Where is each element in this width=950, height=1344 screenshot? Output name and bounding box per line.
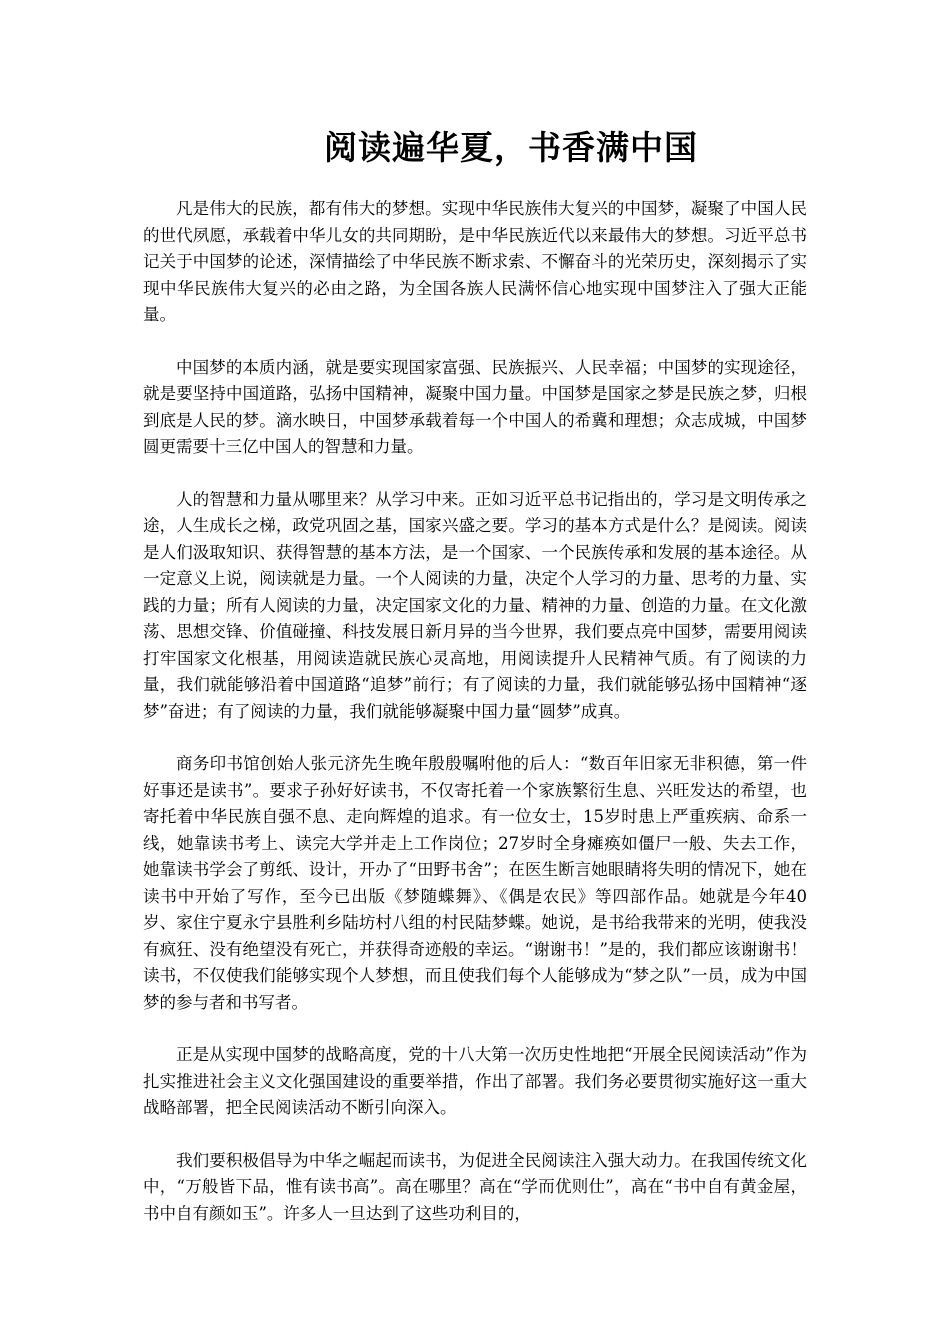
paragraph-1: 凡是伟大的民族，都有伟大的梦想。实现中华民族伟大复兴的中国梦，凝聚了中国人民的世代夙愿，承载着中华儿女的共同期盼，是中华民族近代以来最伟大的梦想。习近平总书记关于中国梦的论述，深情描绘了中华民族不断求索、不懈奋斗的光荣历史，深刻揭示了实现中华民族伟大复兴的必由之路，为全国各族人民满怀信心地实现中国梦注入了强大正能量。 — [143, 199, 807, 324]
document-body — [143, 196, 807, 1227]
paragraph-4: 商务印书馆创始人张元济先生晚年殷殷嘱咐他的后人：“数百年旧家无非积德，第一件好事还是读书”。要求子孙好好读书，不仅寄托着一个家族繁衍生息、兴旺发达的希望，也寄托着中华民族自强不息、走向辉煌的追求。有一位女士，15岁时患上严重疾病、命系一线，她靠读书考上、读完大学并走上工作岗位；27岁时全身瘫痪如僵尸一般、失去工作，她靠读书学会了剪纸、设计，开办了“田野书舍”；在医生断言她眼睛将失明的情况下，她在读书中开始了写作，至今已出版《梦随蝶舞》、《偶是农民》等四部作品。她就是今年40岁、家住宁夏永宁县胜利乡陆坊村八组的村民陆梦蝶。她说，是书给我带来的光明，使我没有疯狂、没有绝望没有死亡，并获得奇迹般的幸运。“谢谢书！”是的，我们都应该谢谢书！读书，不仅使我们能够实现个人梦想，而且使我们每个人能够成为“梦之队”一员，成为中国梦的参与者和书写者。 — [143, 754, 807, 1012]
paragraph-5: 正是从实现中国梦的战略高度，党的十八大第一次历史性地把“开展全民阅读活动”作为扎实推进社会主义文化强国建设的重要举措，作出了部署。我们务必要贯彻实施好这一重大战略部署，把全民阅读活动不断引向深入。 — [143, 1045, 807, 1117]
paragraph-6: 我们要积极倡导为中华之崛起而读书，为促进全民阅读注入强大动力。在我国传统文化中，“万般皆下品，惟有读书高”。高在哪里？高在“学而优则仕”，高在“书中自有黄金屋，书中自有颜如玉”。许多人一旦达到了这些功利目的， — [143, 1150, 807, 1223]
paragraph-2: 中国梦的本质内涵，就是要实现国家富强、民族振兴、人民幸福；中国梦的实现途径，就是要坚持中国道路，弘扬中国精神，凝聚中国力量。中国梦是国家之梦是民族之梦，归根到底是人民的梦。滴水映日，中国梦承载着每一个中国人的希冀和理想；众志成城，中国梦圆更需要十三亿中国人的智慧和力量。 — [143, 357, 807, 456]
paragraph-3: 人的智慧和力量从哪里来？从学习中来。正如习近平总书记指出的，学习是文明传承之途，人生成长之梯，政党巩固之基，国家兴盛之要。学习的基本方式是什么？是阅读。阅读是人们汲取知识、获得智慧的基本方法，是一个国家、一个民族传承和发展的基本途径。从一定意义上说，阅读就是力量。一个人阅读的力量，决定个人学习的力量、思考的力量、实践的力量；所有人阅读的力量，决定国家文化的力量、精神的力量、创造的力量。在文化激荡、思想交锋、价值碰撞、科技发展日新月异的当今世界，我们要点亮中国梦，需要用阅读打牢国家文化根基，用阅读造就民族心灵高地，用阅读提升人民精神气质。有了阅读的力量，我们就能够沿着中国道路“追梦”前行；有了阅读的力量，我们就能够弘扬中国精神“逐梦”奋进；有了阅读的力量，我们就能够凝聚中国力量“圆梦”成真。 — [143, 489, 807, 721]
document-title: 阅读遍华夏，书香满中国 — [324, 128, 698, 167]
